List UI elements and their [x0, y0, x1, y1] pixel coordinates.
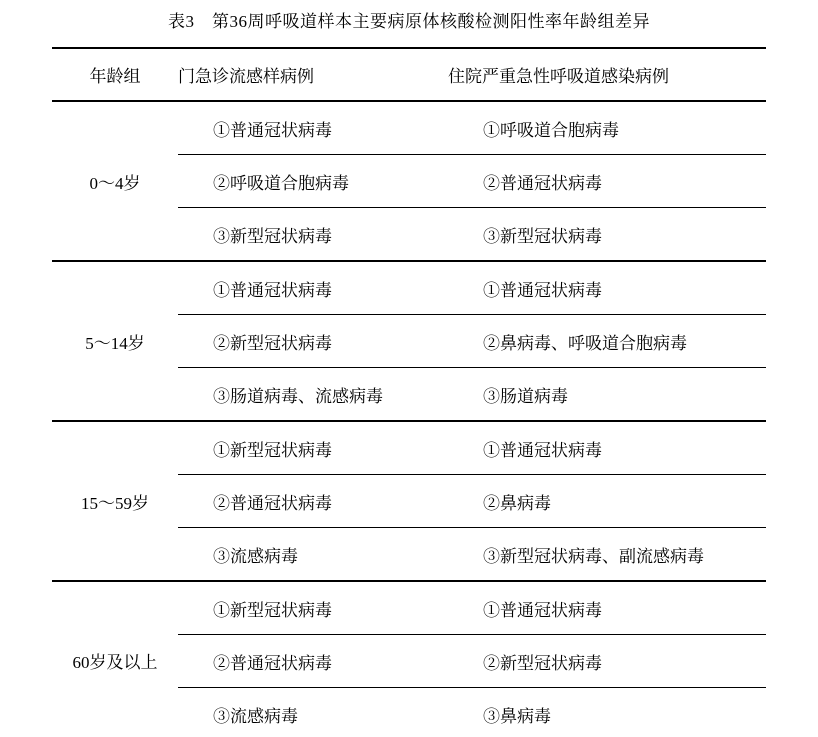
table-title: 表3 第36周呼吸道样本主要病原体核酸检测阳性率年龄组差异	[168, 12, 650, 31]
inpatient-rank1-cell: ①呼吸道合胞病毒	[448, 101, 766, 155]
inpatient-rank2-cell: ②鼻病毒、呼吸道合胞病毒	[448, 315, 766, 368]
age-group-cell: 0～4岁	[52, 101, 178, 261]
outpatient-rank3-cell: ③流感病毒	[213, 706, 298, 726]
inpatient-rank3-cell: ③新型冠状病毒、副流感病毒	[448, 528, 766, 582]
outpatient-rank1-cell: ①普通冠状病毒	[178, 261, 448, 315]
pathogen-positivity-table	[52, 47, 766, 737]
outpatient-rank1-cell: ①普通冠状病毒	[178, 101, 448, 155]
inpatient-rank1-cell: ①普通冠状病毒	[448, 261, 766, 315]
header-inpatient: 住院严重急性呼吸道感染病例	[448, 48, 766, 101]
age-group-cell: 5～14岁	[52, 261, 178, 421]
age-group-cell: 15～59岁	[52, 421, 178, 581]
inpatient-rank3-cell: ③新型冠状病毒	[448, 208, 766, 262]
header-outpatient: 门急诊流感样病例	[178, 48, 448, 101]
age-group-cell: 60岁及以上	[52, 581, 178, 737]
outpatient-rank3-cell: ③新型冠状病毒	[178, 208, 448, 262]
inpatient-rank3-cell: ③鼻病毒	[483, 706, 551, 726]
inpatient-rank1-cell: ①普通冠状病毒	[448, 581, 766, 635]
outpatient-rank2-cell: ②普通冠状病毒	[178, 635, 448, 688]
header-age-group: 年龄组	[52, 48, 178, 101]
table-row	[52, 261, 766, 315]
outpatient-rank2-cell: ②新型冠状病毒	[178, 315, 448, 368]
table-row	[52, 581, 766, 635]
inpatient-rank2-cell: ②普通冠状病毒	[448, 155, 766, 208]
inpatient-rank2-cell: ②鼻病毒	[448, 475, 766, 528]
table-row	[52, 101, 766, 155]
inpatient-rank3-cell: ③肠道病毒	[448, 368, 766, 422]
inpatient-rank2-cell: ②新型冠状病毒	[448, 635, 766, 688]
table-row	[52, 421, 766, 475]
outpatient-rank2-cell: ②呼吸道合胞病毒	[178, 155, 448, 208]
outpatient-rank1-cell: ①新型冠状病毒	[178, 581, 448, 635]
outpatient-rank2-cell: ②普通冠状病毒	[178, 475, 448, 528]
outpatient-rank3-cell: ③流感病毒	[178, 528, 448, 582]
outpatient-rank1-cell: ①新型冠状病毒	[178, 421, 448, 475]
table-header-row	[52, 48, 766, 101]
outpatient-rank3-cell: ③肠道病毒、流感病毒	[178, 368, 448, 422]
inpatient-rank1-cell: ①普通冠状病毒	[448, 421, 766, 475]
